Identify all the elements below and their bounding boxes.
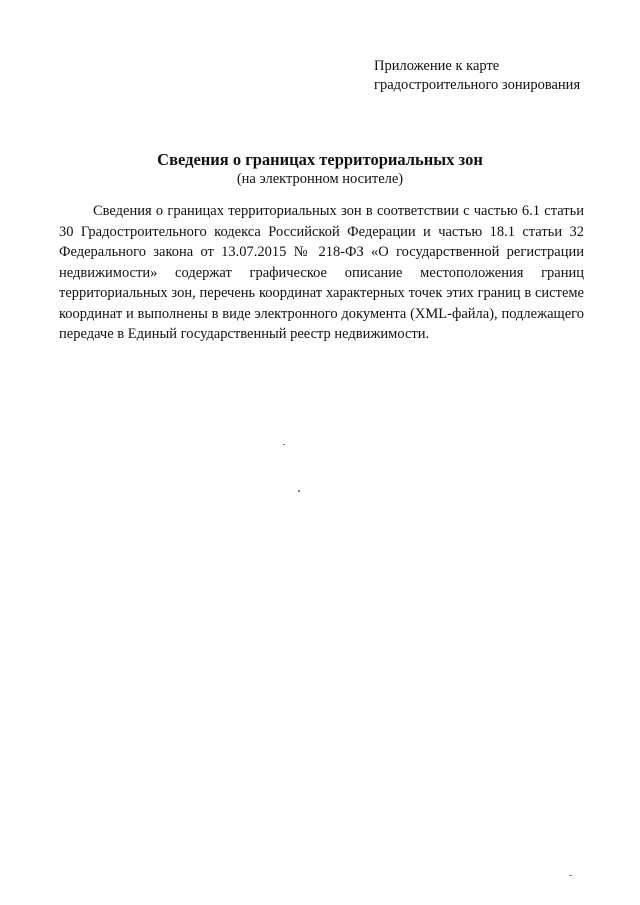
- appendix-line-2: градостроительного зонирования: [374, 77, 581, 93]
- appendix-line-1: Приложение к карте: [374, 58, 500, 74]
- scan-speck: [283, 444, 285, 445]
- document-subtitle: (на электронном носителе): [236, 171, 404, 187]
- scan-speck: [569, 875, 572, 876]
- document-title: Сведения о границах территориальных зон: [157, 150, 483, 169]
- appendix-note: [374, 57, 614, 95]
- scan-speck: [298, 490, 300, 492]
- document-body-paragraph: Сведения о границах территориальных зон в соответствии с частью 6.1 статьи 30 Градостроительного кодекса Российской Федерации и частью 18.1 статьи 32 Федерального закона от 13.07.2015 № 218-ФЗ «О государственной регистрации недвижимости» содержат графическое описание местоположения границ территориальных зон, перечень координат характерных точек этих границ в системе координат и выполнены в виде электронного документа (XML-файла), подлежащего передаче в Единый государственный реестр недвижимости.: [59, 203, 584, 342]
